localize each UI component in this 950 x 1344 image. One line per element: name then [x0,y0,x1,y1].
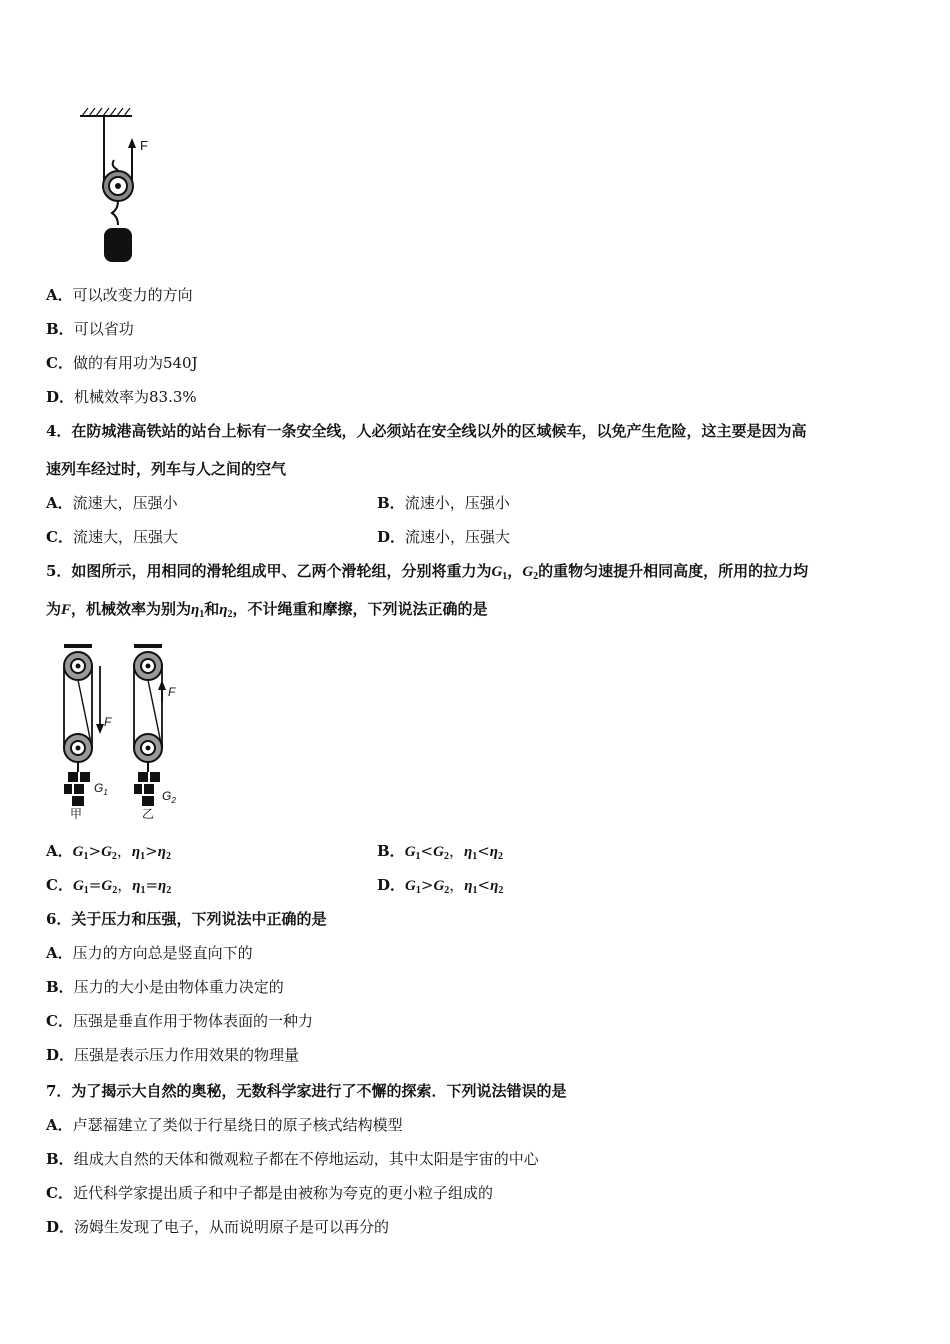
q4-options-row2 [46,526,906,548]
q5-stem-line1: 5．如图所示，用相同的滑轮组成甲、乙两个滑轮组，分别将重力为$G_1$，$G_2$的重物匀速提升相同高度，所用的拉力均 [46,562,809,582]
q7-option-a: A．卢瑟福建立了类似于行星绕日的原子核式结构模型 [46,1116,403,1134]
q4-option-a: A．流速大，压强小 [46,494,178,512]
q5-options-row2 [46,874,906,902]
q5-option-c: C．$G_1=G_2$，$\eta_1=\eta_2$ [46,876,172,896]
q5-option-b: B．$G_1<G_2$，$\eta_1<\eta_2$ [377,842,504,862]
q4-option-b: B．流速小，压强小 [377,494,510,512]
q4-option-d: D．流速小，压强大 [377,528,511,546]
q5-options-row1 [46,840,906,868]
q6-option-c: C．压强是垂直作用于物体表面的一种力 [46,1012,313,1030]
q3-force-label: F [140,138,148,153]
q3-option-c: C．做的有用功为540J [46,354,198,372]
q4-stem-line1: 4．在防城港高铁站的站台上标有一条安全线，人必须站在安全线以外的区域候车，以免产生危险，这主要是因为高 [46,422,807,440]
left-caption: 甲 [70,807,83,820]
q4-options-row1 [46,492,906,514]
q3-option-b: B．可以省功 [46,320,134,338]
q3-option-d: D．机械效率为83.3% [46,388,197,406]
q3-option-a: A．可以改变力的方向 [46,286,193,304]
q6-option-a: A．压力的方向总是竖直向下的 [46,944,253,962]
q6-stem: 6．关于压力和压强，下列说法中正确的是 [46,910,327,928]
q6-option-d: D．压强是表示压力作用效果的物理量 [46,1046,300,1064]
q7-stem: 7．为了揭示大自然的奥秘，无数科学家进行了不懈的探索．下列说法错误的是 [46,1082,567,1100]
right-weight-label: $G_2$ [162,789,176,805]
q5-option-d: D．$G_1>G_2$，$\eta_1<\eta_2$ [377,876,504,896]
movable-pulley-figure [72,104,172,269]
q7-option-d: D．汤姆生发现了电子，从而说明原子是可以再分的 [46,1218,390,1236]
q4-stem-line2: 速列车经过时，列车与人之间的空气 [46,460,287,478]
q5-stem-line2: 为F，机械效率为别为$\eta_1$和$\eta_2$，不计绳重和摩擦，下列说法正确的是 [46,600,488,620]
pulley-blocks-figure [56,642,196,820]
left-weight-label: $G_1$ [94,781,108,797]
q6-option-b: B．压力的大小是由物体重力决定的 [46,978,284,996]
q7-option-b: B．组成大自然的天体和微观粒子都在不停地运动，其中太阳是宇宙的中心 [46,1150,539,1168]
q5-option-a: A．$G_1>G_2$，$\eta_1>\eta_2$ [46,842,171,862]
right-caption: 乙 [142,807,155,820]
q7-option-c: C．近代科学家提出质子和中子都是由被称为夸克的更小粒子组成的 [46,1184,493,1202]
right-force-label: F [168,685,176,699]
left-force-label: F [104,715,112,729]
q4-option-c: C．流速大，压强大 [46,528,178,546]
